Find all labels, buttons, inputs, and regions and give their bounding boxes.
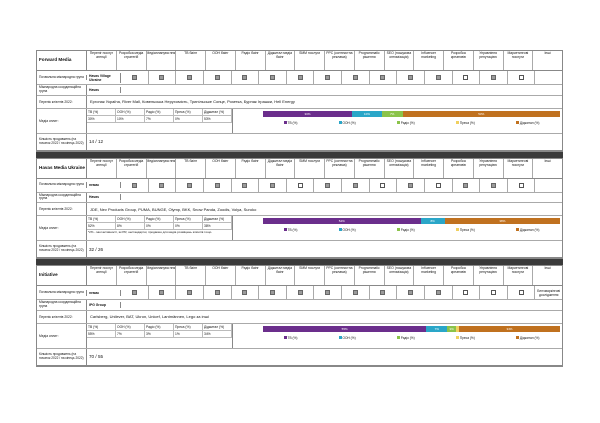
service-cell (480, 71, 508, 84)
checked-checkbox[interactable] (325, 183, 330, 188)
legend-swatch (516, 228, 519, 231)
intl-group-row (37, 286, 562, 300)
checked-checkbox[interactable] (270, 183, 275, 188)
column-header: Інші (544, 266, 551, 271)
renewals-label: Кількість продовжень (на початок 2022 / на кінець 2022) (37, 241, 87, 257)
media-chart (233, 109, 562, 133)
media-value-cell: 10% (116, 116, 145, 122)
bar-segment-digital: 53% (403, 111, 560, 117)
unchecked-checkbox[interactable] (519, 290, 524, 295)
intl-label: Почвильна міжнародна група (37, 290, 87, 296)
column-header: Медіапланува ння (147, 266, 177, 285)
service-cell (508, 71, 536, 84)
service-cell (342, 286, 370, 299)
service-cell (204, 286, 232, 299)
column-header: PPC (контекстна реклама) (325, 51, 355, 70)
column-header: SEO (пошукова оптимізація) (385, 266, 415, 285)
legend-swatch (456, 228, 459, 231)
legend-swatch (284, 228, 287, 231)
service-cell (314, 71, 342, 84)
column-header: TB баінг (176, 159, 206, 178)
column-header: Influencer marketing (414, 159, 444, 178)
service-cell (259, 71, 287, 84)
local-group-row (37, 193, 562, 204)
intl-label: Почвильна міжнародна група (37, 75, 87, 81)
legend-label: Радіо (%) (400, 228, 415, 233)
bar-segment-ooh: 7% (426, 326, 447, 332)
other-services: Бенчмаркінгові дослідження (537, 288, 561, 297)
media-value-cell: 1% (174, 331, 203, 337)
legend-swatch (456, 336, 459, 339)
media-value-cell: 53% (203, 116, 232, 122)
checked-checkbox[interactable] (491, 183, 496, 188)
column-header: Радіо баінг (236, 266, 266, 285)
checked-checkbox[interactable] (298, 290, 303, 295)
service-cell (453, 71, 481, 84)
column-header: Переліг послуг агенції (87, 266, 117, 285)
media-value-cell: 0% (145, 223, 174, 229)
column-header: Маркетингові послуги (504, 266, 534, 285)
local-group-row (37, 85, 562, 96)
column-header: OOH баінг (206, 266, 236, 285)
column-header: Programmatic рішення (355, 266, 385, 285)
agency-header (37, 51, 562, 71)
media-table-values (87, 331, 232, 338)
checked-checkbox[interactable] (436, 75, 441, 80)
media-table-header (87, 324, 232, 331)
bar-segment-radio: 3% (447, 326, 456, 332)
bar-segment-digital: 34% (459, 326, 560, 332)
service-cell (425, 71, 453, 84)
legend-item (397, 121, 415, 125)
legend-swatch (456, 121, 459, 124)
legend-item (284, 228, 298, 232)
column-header: PPC (контекстна реклама) (325, 159, 355, 178)
service-cell (176, 71, 204, 84)
media-value-cell: 0% (174, 223, 203, 229)
checked-checkbox[interactable] (215, 290, 220, 295)
service-cell (342, 179, 370, 192)
media-table (87, 216, 233, 240)
legend-label: Радіо (%) (400, 335, 415, 340)
column-header: Медіапланува ння (147, 159, 177, 178)
media-header-cell: TB (%) (87, 324, 116, 330)
local-value: Havas (87, 87, 121, 93)
column-header: Діджитал медіа баінг (266, 51, 296, 70)
bar-segment-tv: 30% (263, 111, 352, 117)
column-header: SMM послуги (295, 159, 325, 178)
checked-checkbox[interactable] (463, 183, 468, 188)
service-cell (232, 71, 260, 84)
checked-checkbox[interactable] (408, 290, 413, 295)
legend-item (456, 121, 475, 125)
legend-item (284, 336, 298, 340)
service-cell (287, 286, 315, 299)
media-header-cell: TB (%) (87, 109, 116, 115)
chart-legend (263, 228, 560, 232)
other-services (535, 71, 562, 84)
bar-segment-ooh: 8% (421, 218, 445, 224)
legend-label: Діджитал (%) (519, 228, 540, 233)
agency-name: Havas Media Ukraine (37, 159, 87, 178)
column-header: Переліг послуг агенції (87, 159, 117, 178)
service-cell (397, 179, 425, 192)
renewals-row (37, 134, 562, 151)
legend-item (516, 336, 540, 340)
service-cell (149, 179, 177, 192)
media-value-cell: 8% (116, 223, 145, 229)
media-value-cell: 7% (116, 331, 145, 337)
column-header: OOH баінг (206, 51, 236, 70)
media-table-header (87, 109, 232, 116)
column-header: Розробка креативів (444, 159, 474, 178)
checked-checkbox[interactable] (380, 290, 385, 295)
renewals-label: Кількість продовжень (на початок 2022 / на кінець 2022) (37, 134, 87, 150)
legend-swatch (339, 336, 342, 339)
renewals-label: Кількість продовжень (на початок 2022 / на кінець 2022) (37, 349, 87, 365)
media-header-cell: OOH (%) (116, 216, 145, 222)
clients-label: Перелік клієнтів 2022: (37, 311, 87, 323)
legend-item (284, 121, 298, 125)
checked-checkbox[interactable] (159, 75, 164, 80)
unchecked-checkbox[interactable] (380, 183, 385, 188)
service-cell (176, 179, 204, 192)
media-header-cell: Радіо (%) (145, 216, 174, 222)
media-header-cell: Радіо (%) (145, 324, 174, 330)
clients-label: Перелік клієнтів 2022: (37, 203, 87, 215)
agency-block (36, 50, 563, 152)
clients-list: JDE, Nev Products Group, PUMA, BUNGE, Olymp, BKK, Snow Panda, Zoodis, Volya, Suroko (90, 206, 257, 212)
column-header: Розробка медіа стратегій (117, 266, 147, 285)
service-cell (370, 179, 398, 192)
legend-label: Преса (%) (459, 228, 475, 233)
legend-label: OOH (%) (342, 335, 356, 340)
legend-label: TB (%) (287, 120, 298, 125)
column-header: SMM послуги (295, 266, 325, 285)
agency-header (37, 266, 562, 286)
legend-item (339, 336, 356, 340)
media-value-cell: 52% (87, 223, 116, 229)
column-header: Управління репутацією (474, 159, 504, 178)
checked-checkbox[interactable] (187, 183, 192, 188)
legend-item (456, 228, 475, 232)
service-cell (204, 179, 232, 192)
media-split-row (37, 324, 562, 349)
chart-legend (263, 121, 560, 125)
legend-label: Радіо (%) (400, 120, 415, 125)
column-header: Медіапланува ння (147, 51, 177, 70)
column-header: Управління репутацією (474, 51, 504, 70)
checked-checkbox[interactable] (132, 290, 137, 295)
service-cell (314, 179, 342, 192)
legend-item (397, 228, 415, 232)
checked-checkbox[interactable] (380, 75, 385, 80)
bar-segment-tv: 55% (263, 326, 426, 332)
agency-block (36, 265, 563, 367)
service-cell (314, 286, 342, 299)
column-header: Розробка креативів (444, 51, 474, 70)
checked-checkbox[interactable] (353, 290, 358, 295)
column-header: PPC (контекстна реклама) (325, 266, 355, 285)
media-header-cell: TB (%) (87, 216, 116, 222)
stacked-bar (263, 218, 560, 224)
legend-item (397, 336, 415, 340)
column-header: TB баінг (176, 266, 206, 285)
checked-checkbox[interactable] (325, 290, 330, 295)
media-header-cell: Діджитал (%) (203, 216, 232, 222)
checked-checkbox[interactable] (132, 183, 137, 188)
checked-checkbox[interactable] (325, 75, 330, 80)
local-label: Міжнародна координаційна група (37, 85, 87, 95)
legend-label: Преса (%) (459, 335, 475, 340)
checked-checkbox[interactable] (242, 290, 247, 295)
column-header: Інші (544, 158, 551, 163)
intl-group-row (37, 179, 562, 193)
renewals-value: 70 / 55 (89, 354, 104, 360)
bar-segment-digital: 38% (445, 218, 560, 224)
clients-label: Перелік клієнтів 2022: (37, 96, 87, 108)
legend-swatch (516, 336, 519, 339)
column-header: SMM послуги (295, 51, 325, 70)
column-header: Інші (544, 51, 551, 55)
clients-row (37, 203, 562, 216)
legend-swatch (339, 228, 342, 231)
legend-label: TB (%) (287, 335, 298, 340)
intl-value: немає (87, 182, 121, 188)
unchecked-checkbox[interactable] (519, 183, 524, 188)
checked-checkbox[interactable] (491, 75, 496, 80)
media-table-values (87, 223, 232, 230)
stacked-bar (263, 326, 560, 332)
unchecked-checkbox[interactable] (491, 290, 496, 295)
media-value-cell: 34% (203, 331, 232, 337)
media-header-cell: Діджитал (%) (203, 109, 232, 115)
unchecked-checkbox[interactable] (436, 183, 441, 188)
service-cell (259, 179, 287, 192)
column-header: Радіо баінг (236, 51, 266, 70)
legend-label: Преса (%) (459, 120, 475, 125)
legend-item (516, 228, 540, 232)
column-header: Розробка медіа стратегій (117, 159, 147, 178)
clients-list: Ергопак Україна, River Mall, Ковельська Нерухомість, Трипільське Сонце, Розетка, Бурнак Іграшки, Hell Energy (90, 99, 295, 105)
column-header: Діджитал медіа баінг (266, 159, 296, 178)
media-table (87, 109, 233, 133)
checked-checkbox[interactable] (408, 75, 413, 80)
legend-swatch (397, 228, 400, 231)
service-cell (149, 71, 177, 84)
column-header: Маркетингові послуги (504, 159, 534, 178)
legend-item (339, 228, 356, 232)
media-header-cell: Радіо (%) (145, 109, 174, 115)
local-value: Havas (87, 194, 121, 200)
media-chart (233, 324, 562, 348)
column-header: Influencer marketing (414, 51, 444, 70)
media-chart (233, 216, 562, 240)
other-services (535, 179, 562, 192)
media-table (87, 324, 233, 348)
column-header: Розробка креативів (444, 266, 474, 285)
service-cell (176, 286, 204, 299)
service-cell (342, 71, 370, 84)
service-cell (149, 286, 177, 299)
stacked-bar (263, 111, 560, 117)
service-cell (370, 286, 398, 299)
column-header: SEO (пошукова оптимізація) (385, 51, 415, 70)
checked-checkbox[interactable] (353, 183, 358, 188)
agencies-document (36, 50, 563, 367)
legend-swatch (397, 336, 400, 339)
column-header: TB баінг (176, 51, 206, 70)
legend-swatch (284, 336, 287, 339)
service-cell (397, 286, 425, 299)
service-cell (287, 71, 315, 84)
service-cell (370, 71, 398, 84)
local-label: Міжнародна координаційна група (37, 193, 87, 203)
renewals-row (37, 241, 562, 258)
media-value-cell: 55% (87, 331, 116, 337)
media-note: *2% - інші активності, як PR, нестандартні, продакшн для медіа розміщень клієнтів тощо. (88, 230, 213, 235)
service-cell (508, 286, 536, 299)
service-cell (480, 286, 508, 299)
checked-checkbox[interactable] (187, 290, 192, 295)
media-header-cell: Преса (%) (174, 324, 203, 330)
bar-segment-tv: 52% (263, 218, 421, 224)
column-header: Радіо баінг (236, 159, 266, 178)
media-split-row (37, 109, 562, 134)
checked-checkbox[interactable] (242, 75, 247, 80)
media-header-cell: OOH (%) (116, 109, 145, 115)
agency-name: Forward Media (37, 51, 87, 70)
local-value: IPG Group (87, 302, 121, 308)
renewals-value: 32 / 26 (89, 246, 104, 252)
checked-checkbox[interactable] (408, 183, 413, 188)
media-value-cell: 0% (174, 116, 203, 122)
local-label: Міжнародна координаційна група (37, 300, 87, 310)
media-header-cell: Преса (%) (174, 216, 203, 222)
checked-checkbox[interactable] (298, 75, 303, 80)
renewals-value: 14 / 12 (89, 139, 104, 145)
checked-checkbox[interactable] (353, 75, 358, 80)
intl-label: Почвильна міжнародна група (37, 182, 87, 188)
media-header-cell: Діджитал (%) (203, 324, 232, 330)
column-header: Маркетингові послуги (504, 51, 534, 70)
checked-checkbox[interactable] (132, 75, 137, 80)
agency-name: Initiative (37, 266, 87, 285)
legend-label: OOH (%) (342, 120, 356, 125)
agency-header (37, 159, 562, 179)
service-cell (232, 179, 260, 192)
media-label: Медіа сплит: (37, 324, 87, 348)
unchecked-checkbox[interactable] (463, 75, 468, 80)
legend-swatch (339, 121, 342, 124)
service-cell (508, 179, 536, 192)
checked-checkbox[interactable] (187, 75, 192, 80)
agency-block (36, 158, 563, 260)
service-cell (397, 71, 425, 84)
service-cell (453, 179, 481, 192)
checked-checkbox[interactable] (436, 290, 441, 295)
unchecked-checkbox[interactable] (519, 75, 524, 80)
intl-value: Havas Village Ukraine (87, 73, 121, 83)
legend-swatch (516, 121, 519, 124)
legend-label: Діджитал (%) (519, 335, 540, 340)
clients-row (37, 311, 562, 324)
chart-legend (263, 336, 560, 340)
column-header: Розробка медіа стратегій (117, 51, 147, 70)
media-value-cell: 38% (203, 223, 232, 229)
column-header: SEO (пошукова оптимізація) (385, 159, 415, 178)
service-cell (453, 286, 481, 299)
media-value-cell: 7% (145, 116, 174, 122)
service-cell (121, 71, 149, 84)
legend-swatch (397, 121, 400, 124)
checked-checkbox[interactable] (270, 75, 275, 80)
clients-row (37, 96, 562, 109)
column-header: Programmatic рішення (355, 51, 385, 70)
legend-item (456, 336, 475, 340)
service-cell (425, 286, 453, 299)
column-header: Influencer marketing (414, 266, 444, 285)
column-header: Programmatic рішення (355, 159, 385, 178)
renewals-row (37, 349, 562, 366)
legend-label: Діджитал (%) (519, 120, 540, 125)
media-label: Медіа сплит: (37, 216, 87, 240)
clients-list: Carlsberg, Unilever, BAT, Ukron, Unicef, Lantmännen, Lego за іншi (90, 314, 209, 320)
service-cell (121, 286, 149, 299)
bar-segment-ooh: 10% (352, 111, 382, 117)
unchecked-checkbox[interactable] (463, 290, 468, 295)
legend-label: TB (%) (287, 228, 298, 233)
service-cell (480, 179, 508, 192)
service-cell (121, 179, 149, 192)
intl-group-row (37, 71, 562, 85)
column-header: Діджитал медіа баінг (266, 266, 296, 285)
legend-item (339, 121, 356, 125)
checked-checkbox[interactable] (242, 183, 247, 188)
media-header-cell: Преса (%) (174, 109, 203, 115)
service-cell (425, 179, 453, 192)
service-cell (259, 286, 287, 299)
column-header: Переліг послуг агенції (87, 51, 117, 70)
checked-checkbox[interactable] (270, 290, 275, 295)
media-header-cell: OOH (%) (116, 324, 145, 330)
column-header: OOH баінг (206, 159, 236, 178)
legend-label: OOH (%) (342, 228, 356, 233)
media-table-values (87, 116, 232, 123)
checked-checkbox[interactable] (159, 290, 164, 295)
service-cell (204, 71, 232, 84)
legend-item (516, 121, 540, 125)
column-header: Управління репутацією (474, 266, 504, 285)
legend-swatch (284, 121, 287, 124)
checked-checkbox[interactable] (215, 183, 220, 188)
service-cell (287, 179, 315, 192)
media-value-cell: 3% (145, 331, 174, 337)
media-table-header (87, 216, 232, 223)
media-split-row (37, 216, 562, 241)
service-cell (232, 286, 260, 299)
checked-checkbox[interactable] (215, 75, 220, 80)
media-label: Медіа сплит: (37, 109, 87, 133)
local-group-row (37, 300, 562, 311)
unchecked-checkbox[interactable] (298, 183, 303, 188)
media-value-cell: 30% (87, 116, 116, 122)
checked-checkbox[interactable] (159, 183, 164, 188)
bar-segment-radio: 7% (382, 111, 403, 117)
intl-value: немає (87, 290, 121, 296)
